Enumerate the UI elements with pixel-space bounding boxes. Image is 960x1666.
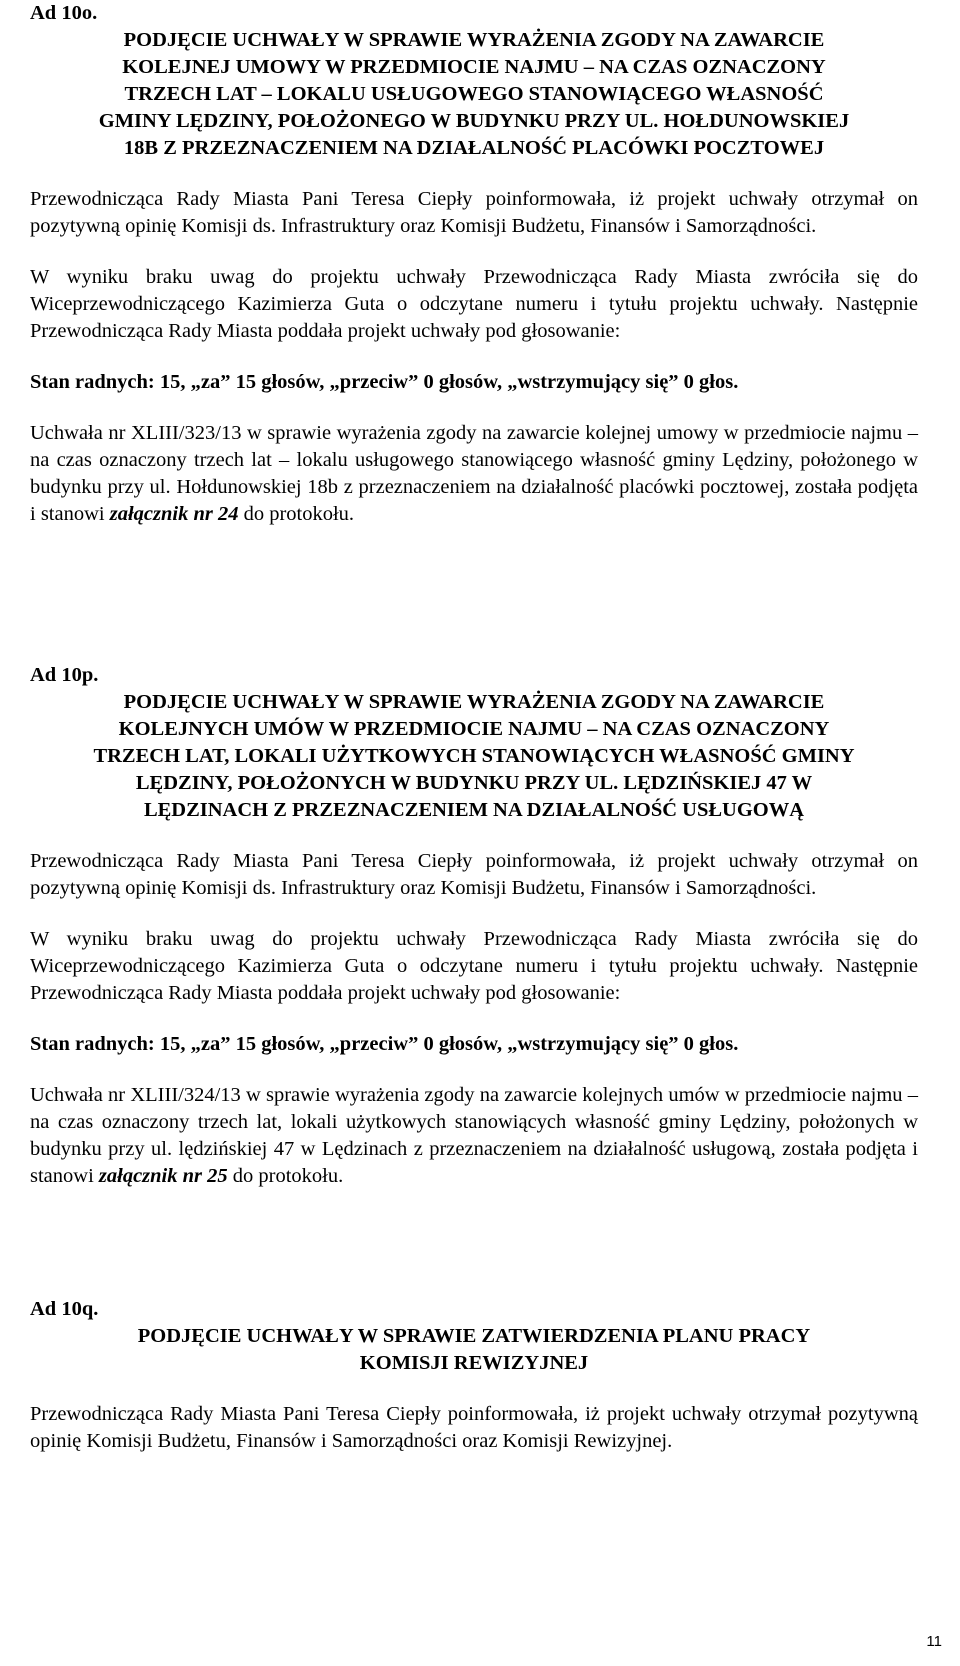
- vote-result: Stan radnych: 15, „za” 15 głosów, „przeciw” 0 głosów, „wstrzymujący się” 0 głos.: [30, 371, 739, 393]
- section-heading: Ad 10o.: [30, 2, 98, 24]
- resolution-end: do protokołu.: [232, 1165, 344, 1187]
- opinion-paragraph: Przewodnicząca Rady Miasta Pani Teresa Ciepły poinformowała, iż projekt uchwały otrzymał on pozytywną opinię Komisji ds. Infrastruktury oraz Komisji Budżetu, Finansów i Samorządności.: [30, 850, 918, 899]
- attachment-reference: załącznik nr 24: [109, 503, 239, 525]
- section-ad-10o: [30, 0, 918, 528]
- title-line: KOLEJNYCH UMÓW W PRZEDMIOCIE NAJMU – NA CZAS OZNACZONY: [118, 718, 830, 740]
- title-line: PODJĘCIE UCHWAŁY W SPRAWIE WYRAŻENIA ZGODY NA ZAWARCIE: [123, 691, 825, 713]
- resolution-text: Uchwała nr XLIII/323/13 w sprawie wyrażenia zgody na zawarcie kolejnej umowy w przedmiocie najmu – na czas oznaczony trzech lat – lokalu usługowego stanowiącego własność gminy Lędziny, położonego w budynku przy ul. Hołdunowskiej 18b z przeznaczeniem na działalność placówki pocztowej, została podjęta i stanowi: [30, 422, 918, 525]
- resolution-paragraph: [30, 1082, 918, 1190]
- attachment-reference: załącznik nr 25: [98, 1165, 228, 1187]
- title-line: 18B Z PRZEZNACZENIEM NA DZIAŁALNOŚĆ PLACÓWKI POCZTOWEJ: [123, 137, 825, 159]
- title-line: KOLEJNEJ UMOWY W PRZEDMIOCIE NAJMU – NA CZAS OZNACZONY: [122, 56, 826, 78]
- resolution-paragraph: [30, 420, 918, 528]
- opinion-paragraph: Przewodnicząca Rady Miasta Pani Teresa Ciepły poinformowała, iż projekt uchwały otrzymał on pozytywną opinię Komisji ds. Infrastruktury oraz Komisji Budżetu, Finansów i Samorządności.: [30, 188, 918, 237]
- resolution-text: Uchwała nr XLIII/324/13 w sprawie wyrażenia zgody na zawarcie kolejnych umów w przedmiocie najmu – na czas oznaczony trzech lat, lokali użytkowych stanowiących własność gminy Lędziny, położonych w budynku przy ul. lędzińskiej 47 w Lędzinach z przeznaczeniem na działalność usługową, została podjęta i stanowi: [30, 1084, 918, 1187]
- resolution-end: do protokołu.: [243, 503, 355, 525]
- title-line: PODJĘCIE UCHWAŁY W SPRAWIE WYRAŻENIA ZGODY NA ZAWARCIE: [123, 29, 825, 51]
- title-line: TRZECH LAT – LOKALU USŁUGOWEGO STANOWIĄCEGO WŁASNOŚĆ: [124, 83, 824, 105]
- section-ad-10p: [30, 662, 918, 1190]
- title-line: TRZECH LAT, LOKALI UŻYTKOWYCH STANOWIĄCYCH WŁASNOŚĆ GMINY: [93, 745, 855, 767]
- title-line: KOMISJI REWIZYJNEJ: [359, 1352, 589, 1374]
- title-line: LĘDZINY, POŁOŻONYCH W BUDYNKU PRZY UL. LĘDZIŃSKIEJ 47 W: [135, 772, 813, 794]
- section-ad-10q: [30, 1296, 918, 1455]
- reading-paragraph: W wyniku braku uwag do projektu uchwały Przewodnicząca Rady Miasta zwróciła się do Wiceprzewodniczącego Kazimierza Guta o odczytane numeru i tytułu projektu uchwały. Następnie Przewodnicząca Rady Miasta poddała projekt uchwały pod głosowanie:: [30, 928, 918, 1004]
- page-number: 11: [926, 1633, 942, 1650]
- section-heading: Ad 10p.: [30, 664, 99, 686]
- title-line: LĘDZINACH Z PRZEZNACZENIEM NA DZIAŁALNOŚĆ USŁUGOWĄ: [143, 799, 805, 821]
- title-line: PODJĘCIE UCHWAŁY W SPRAWIE ZATWIERDZENIA PLANU PRACY: [137, 1325, 811, 1347]
- section-heading: Ad 10q.: [30, 1298, 99, 1320]
- section-title: [30, 1323, 918, 1377]
- section-title: [30, 689, 918, 824]
- section-title: [30, 27, 918, 162]
- vote-result: Stan radnych: 15, „za” 15 głosów, „przeciw” 0 głosów, „wstrzymujący się” 0 głos.: [30, 1033, 739, 1055]
- reading-paragraph: W wyniku braku uwag do projektu uchwały Przewodnicząca Rady Miasta zwróciła się do Wiceprzewodniczącego Kazimierza Guta o odczytane numeru i tytułu projektu uchwały. Następnie Przewodnicząca Rady Miasta poddała projekt uchwały pod głosowanie:: [30, 266, 918, 342]
- opinion-paragraph: Przewodnicząca Rady Miasta Pani Teresa Ciepły poinformowała, iż projekt uchwały otrzymał pozytywną opinię Komisji Budżetu, Finansów i Samorządności oraz Komisji Rewizyjnej.: [30, 1403, 918, 1452]
- title-line: GMINY LĘDZINY, POŁOŻONEGO W BUDYNKU PRZY UL. HOŁDUNOWSKIEJ: [98, 110, 850, 132]
